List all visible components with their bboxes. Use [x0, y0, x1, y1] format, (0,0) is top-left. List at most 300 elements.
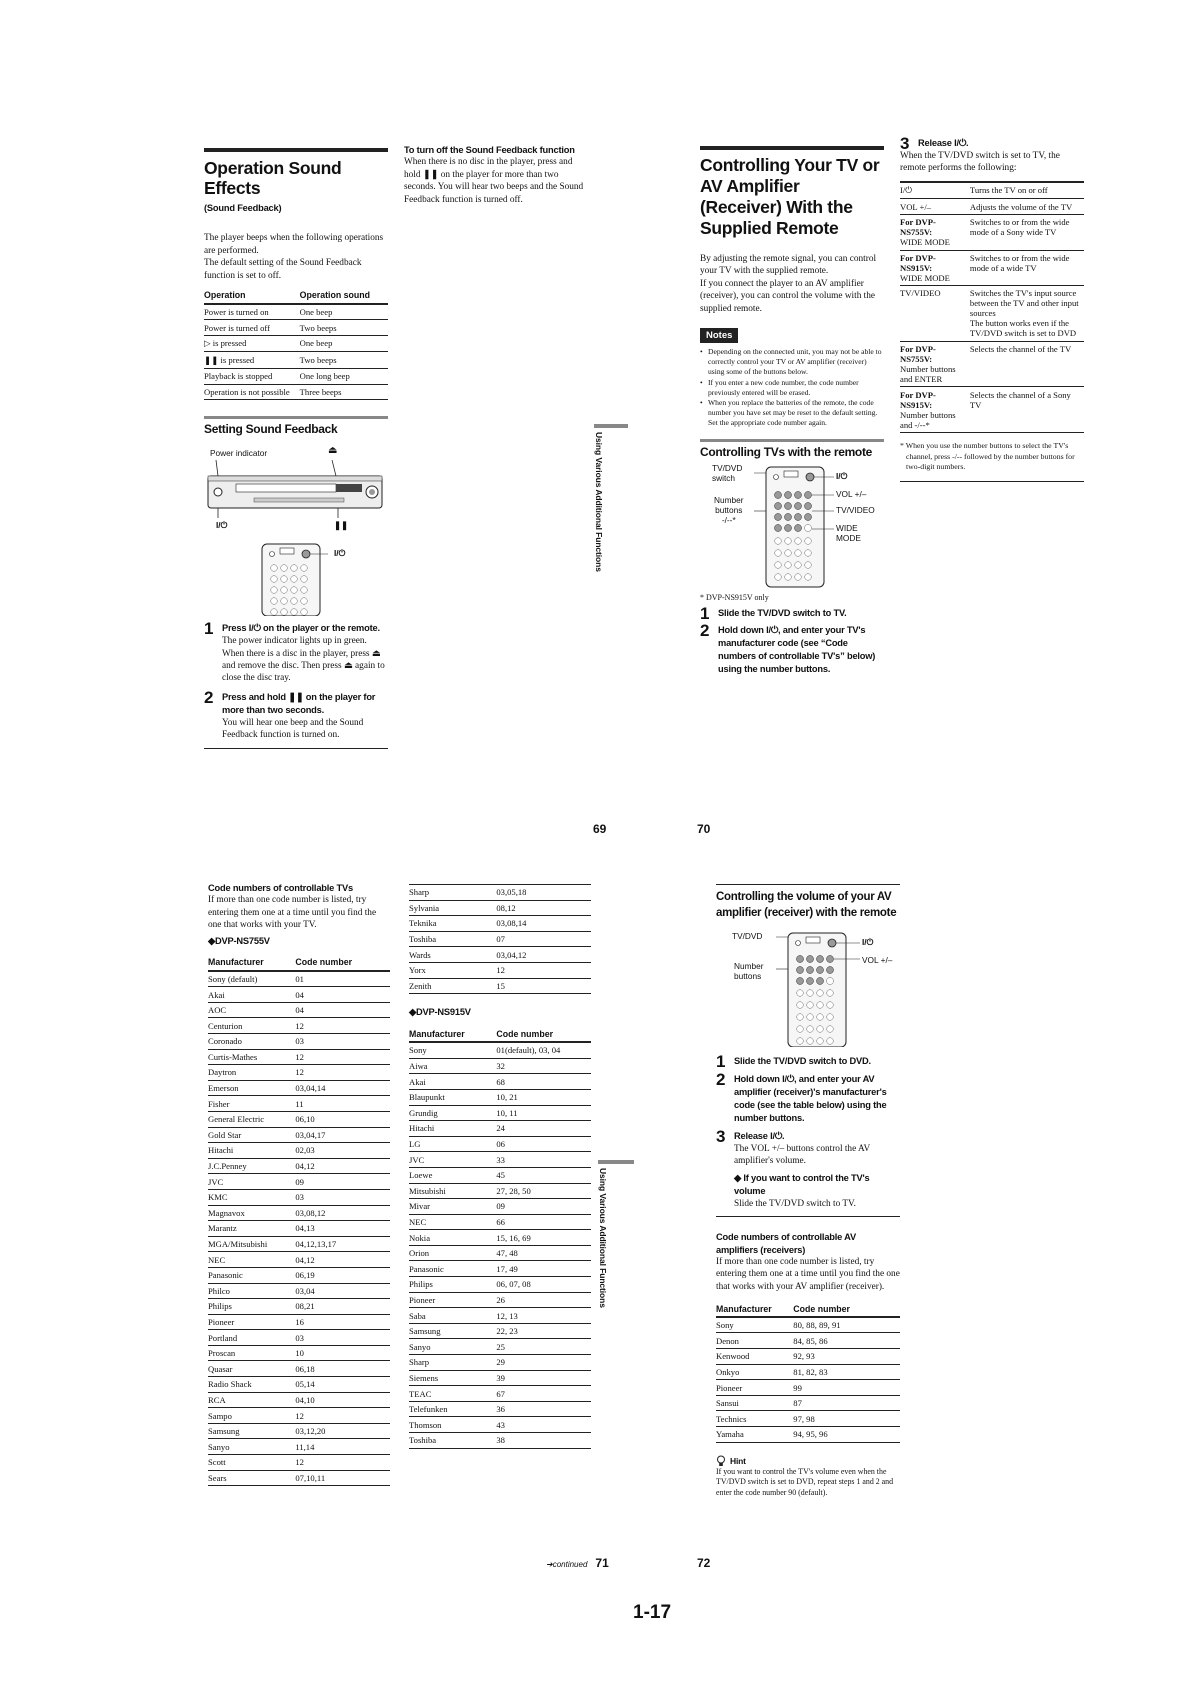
- cell-label: Playback is stopped: [204, 369, 300, 385]
- turnoff-heading: To turn off the Sound Feedback function: [404, 145, 575, 155]
- cell-label: Toshiba: [409, 931, 496, 947]
- cell-label: J.C.Penney: [208, 1158, 295, 1174]
- button-name: WIDE MODE: [900, 272, 950, 283]
- col-header: Manufacturer: [409, 1027, 496, 1043]
- table-row: [409, 1199, 591, 1215]
- table-row: [409, 885, 591, 901]
- page-title: Operation Sound Effects: [204, 158, 342, 198]
- button-name: VOL +/–: [900, 201, 932, 212]
- cell-value: Selects the channel of the TV: [970, 341, 1084, 387]
- cell-value: 24: [496, 1121, 591, 1137]
- number-buttons-label: Number buttons -/--*: [714, 494, 744, 525]
- table-row: [409, 1401, 591, 1417]
- cell-value: 87: [793, 1395, 900, 1411]
- cell-label: Operation is not possible: [204, 384, 300, 400]
- cell-label: MGA/Mitsubishi: [208, 1236, 295, 1252]
- cell-value: Two beeps: [300, 352, 388, 369]
- cell-value: 05,14: [295, 1377, 390, 1393]
- cell-value: 10, 21: [496, 1089, 591, 1105]
- table-row: [409, 1136, 591, 1152]
- cell-value: 06: [496, 1136, 591, 1152]
- cell-label: [900, 215, 970, 251]
- pause-icon: ❚❚: [334, 520, 348, 531]
- model-label: For DVP-NS915V:: [900, 389, 936, 410]
- table-row: [208, 1408, 390, 1424]
- hint-title: [716, 1455, 900, 1467]
- step-body: You will hear one beep and the Sound Feedback function is turned on.: [222, 717, 364, 741]
- cell-value: 97, 98: [793, 1411, 900, 1427]
- step-number: 3: [716, 1127, 726, 1146]
- remote-drawing: [754, 465, 834, 589]
- cell-label: General Electric: [208, 1111, 295, 1127]
- cell-value: 47, 48: [496, 1245, 591, 1261]
- section-rule: [204, 416, 388, 419]
- cell-label: Wards: [409, 947, 496, 963]
- table-row: [208, 1252, 390, 1268]
- button-name: Number buttons and ENTER: [900, 364, 956, 385]
- cell-label: Onkyo: [716, 1364, 793, 1380]
- page-number: 69: [593, 822, 607, 836]
- table-row: [409, 1417, 591, 1433]
- table-row: [208, 1096, 390, 1112]
- table-row: [208, 1345, 390, 1361]
- cell-value: 08,21: [295, 1299, 390, 1315]
- cell-label: NEC: [409, 1214, 496, 1230]
- model-label: For DVP-NS755V:: [900, 344, 936, 365]
- step-3: [716, 1127, 900, 1210]
- cell-label: [900, 387, 970, 433]
- cell-value: 10: [295, 1345, 390, 1361]
- table-row: [716, 1333, 900, 1349]
- step-title: Press and hold ❚❚ on the player for more than two seconds.: [222, 691, 376, 715]
- page-69-col2: [404, 144, 588, 206]
- cell-value: 03,08,14: [496, 916, 591, 932]
- cell-value: One beep: [300, 335, 388, 352]
- cell-value: 27, 28, 50: [496, 1183, 591, 1199]
- cell-value: 03,04,12: [496, 947, 591, 963]
- table-row: [208, 1018, 390, 1034]
- bottom-rule: [204, 748, 388, 749]
- table-row: [208, 1236, 390, 1252]
- cell-value: 08,12: [496, 900, 591, 916]
- cell-value: 25: [496, 1339, 591, 1355]
- sound-table: [204, 288, 388, 400]
- cell-label: Power is turned off: [204, 320, 300, 336]
- footnote: * DVP-NS915V only: [700, 592, 769, 602]
- side-tab-bar: [594, 424, 628, 428]
- button-name: I/⏻: [900, 185, 913, 196]
- table-row: [409, 947, 591, 963]
- cell-label: Fisher: [208, 1096, 295, 1112]
- section-heading: Controlling TVs with the remote: [700, 444, 873, 459]
- cell-label: Samsung: [208, 1423, 295, 1439]
- vol-label: VOL +/–: [862, 955, 893, 965]
- cell-value: 66: [496, 1214, 591, 1230]
- cell-label: Philips: [409, 1277, 496, 1293]
- table-row: [208, 1158, 390, 1174]
- step-number: 1: [716, 1052, 726, 1071]
- cell-value: 67: [496, 1386, 591, 1402]
- power-indicator-label: Power indicator: [210, 448, 268, 459]
- cell-label: Sampo: [208, 1408, 295, 1424]
- cell-value: 32: [496, 1058, 591, 1074]
- cell-value: 04,12: [295, 1252, 390, 1268]
- table-row: [208, 1080, 390, 1096]
- side-tab-label: Using Various Additional Functions: [598, 1168, 608, 1308]
- side-tab: [594, 424, 608, 572]
- cell-label: Teknika: [409, 916, 496, 932]
- remote-drawing: [260, 542, 330, 616]
- table-row: [204, 304, 388, 320]
- cell-value: 06,18: [295, 1361, 390, 1377]
- button-name: TV/VIDEO: [900, 288, 941, 299]
- table-row: [208, 1392, 390, 1408]
- cell-value: 38: [496, 1433, 591, 1449]
- cell-label: Gold Star: [208, 1127, 295, 1143]
- table-row: [208, 1439, 390, 1455]
- page-number: 72: [697, 1556, 711, 1570]
- table-row: [409, 1089, 591, 1105]
- continued-mark: [546, 1554, 609, 1572]
- step-number: 2: [700, 621, 710, 641]
- step-number: 3: [900, 134, 910, 153]
- hint-body: If you want to control the TV's volume even when the TV/DVD switch is set to DVD, repeat steps 1 and 2 and enter the code number 90 (default).: [716, 1467, 894, 1497]
- cell-label: RCA: [208, 1392, 295, 1408]
- remote-power-icon: I/⏻: [334, 548, 346, 559]
- player-drawing: [204, 460, 388, 518]
- cell-label: TEAC: [409, 1386, 496, 1402]
- table-row: [208, 1049, 390, 1065]
- divider: [716, 1216, 900, 1217]
- section-heading: Setting Sound Feedback: [204, 422, 338, 437]
- bottom-rule: [900, 481, 1084, 482]
- cell-value: 04,12,13,17: [295, 1236, 390, 1252]
- av-remote-diagram: [716, 929, 900, 1047]
- step-number: 1: [700, 604, 710, 624]
- cell-value: 10, 11: [496, 1105, 591, 1121]
- switch-label: TV/DVD switch: [712, 462, 743, 483]
- table-row: [409, 1167, 591, 1183]
- cell-label: JVC: [208, 1174, 295, 1190]
- cell-value: 07: [496, 931, 591, 947]
- table-row: [208, 1143, 390, 1159]
- side-tab: [598, 1160, 612, 1308]
- cell-label: Sony: [409, 1042, 496, 1058]
- cell-label: Akai: [409, 1074, 496, 1090]
- cell-value: 01: [295, 971, 390, 987]
- table-row: [409, 1339, 591, 1355]
- cell-value: Switches to or from the wide mode of a Sony wide TV: [970, 215, 1084, 251]
- step-2: [204, 687, 388, 742]
- cell-label: [900, 199, 970, 215]
- model-heading: ◆DVP-NS915V: [409, 1007, 471, 1018]
- function-table: [900, 181, 1084, 433]
- cell-value: 84, 85, 86: [793, 1333, 900, 1349]
- table-row: [409, 1152, 591, 1168]
- table-row: [208, 1174, 390, 1190]
- page-71-col1: [208, 882, 390, 1486]
- col-header: Code number: [793, 1301, 900, 1317]
- cell-value: 99: [793, 1380, 900, 1396]
- cell-label: [900, 182, 970, 199]
- table-row: [409, 1214, 591, 1230]
- continued-label: ➔continued: [546, 1560, 588, 1569]
- section-heading: Code numbers of controllable TVs: [208, 883, 353, 893]
- step-body: When the TV/DVD switch is set to TV, the remote performs the following:: [900, 151, 1060, 174]
- cell-label: Kenwood: [716, 1349, 793, 1365]
- cell-value: Turns the TV on or off: [970, 182, 1084, 199]
- table-row: [409, 900, 591, 916]
- cell-value: 68: [496, 1074, 591, 1090]
- step-3: [900, 134, 1084, 153]
- step-2: [700, 621, 884, 676]
- page-title: Controlling Your TV or AV Amplifier (Receiver) With the Supplied Remote: [700, 155, 880, 238]
- cell-value: 12: [295, 1408, 390, 1424]
- table-row: [204, 384, 388, 400]
- table-row: [208, 1330, 390, 1346]
- cell-label: ▷ is pressed: [204, 335, 300, 352]
- cell-label: Sharp: [409, 885, 496, 901]
- cell-label: Mitsubishi: [409, 1183, 496, 1199]
- table-row: [409, 1355, 591, 1371]
- player-diagram: [204, 446, 388, 616]
- cell-label: JVC: [409, 1152, 496, 1168]
- cell-label: Portland: [208, 1330, 295, 1346]
- table-row: [208, 1314, 390, 1330]
- vol-label: VOL +/–: [836, 488, 867, 499]
- cell-value: 43: [496, 1417, 591, 1433]
- cell-label: Mivar: [409, 1199, 496, 1215]
- cell-value: 80, 88, 89, 91: [793, 1317, 900, 1333]
- cell-value: Switches to or from the wide mode of a wide TV: [970, 250, 1084, 286]
- cell-value: 33: [496, 1152, 591, 1168]
- cell-value: 09: [295, 1174, 390, 1190]
- page-70-col1: [700, 146, 884, 676]
- cell-label: Scott: [208, 1455, 295, 1471]
- cell-label: Telefunken: [409, 1401, 496, 1417]
- cell-value: 04,10: [295, 1392, 390, 1408]
- table-row: [900, 250, 1084, 286]
- cell-value: 12, 13: [496, 1308, 591, 1324]
- cell-value: 12: [295, 1049, 390, 1065]
- button-name: WIDE MODE: [900, 237, 950, 248]
- cell-value: 12: [295, 1065, 390, 1081]
- lightbulb-icon: [716, 1455, 726, 1467]
- cell-label: Sharp: [409, 1355, 496, 1371]
- cell-label: Philco: [208, 1283, 295, 1299]
- cell-label: Hitachi: [409, 1121, 496, 1137]
- cell-value: Three beeps: [300, 384, 388, 400]
- table-row: [204, 335, 388, 352]
- cell-label: Thomson: [409, 1417, 496, 1433]
- codes-intro: If more than one code number is listed, try entering them one at a time until you find the one that works with your AV amplifier (receiver).: [716, 1257, 900, 1292]
- cell-value: 36: [496, 1401, 591, 1417]
- eject-icon: ⏏: [328, 445, 338, 457]
- cell-label: Orion: [409, 1245, 496, 1261]
- table-row: [409, 1042, 591, 1058]
- table-row: [900, 199, 1084, 215]
- table-row: [900, 341, 1084, 387]
- side-tab-bar: [598, 1160, 634, 1164]
- power-icon: I/⏻: [862, 937, 874, 947]
- page-number: 70: [697, 822, 711, 836]
- hint-label: Hint: [730, 1455, 746, 1466]
- power-icon: I/⏻: [836, 470, 848, 481]
- cell-label: [900, 250, 970, 286]
- cell-value: Switches the TV's input source between the TV and other input sources The button works even if the TV/DVD switch is set to DVD: [970, 286, 1084, 342]
- step-number: 1: [204, 619, 214, 639]
- tv-codes-table-755: [208, 955, 390, 1486]
- table-row: [409, 1058, 591, 1074]
- step-2: [716, 1070, 900, 1125]
- table-row: [204, 352, 388, 369]
- table-row: [409, 1323, 591, 1339]
- table-row: [409, 1308, 591, 1324]
- cell-label: Curtis-Mathes: [208, 1049, 295, 1065]
- button-name: Number buttons and -/--*: [900, 409, 956, 430]
- table-row: [409, 1230, 591, 1246]
- cell-label: Nokia: [409, 1230, 496, 1246]
- cell-label: Technics: [716, 1411, 793, 1427]
- cell-label: Yamaha: [716, 1427, 793, 1443]
- col-header: Manufacturer: [208, 955, 295, 971]
- cell-label: KMC: [208, 1189, 295, 1205]
- cell-value: 39: [496, 1370, 591, 1386]
- cell-label: Samsung: [409, 1323, 496, 1339]
- table-row: [208, 971, 390, 987]
- sheet-number: 1-17: [633, 1602, 672, 1623]
- step-title: Slide the TV/DVD switch to TV.: [718, 608, 847, 619]
- table-row: [208, 1002, 390, 1018]
- cell-label: Sanyo: [208, 1439, 295, 1455]
- step-number: 2: [716, 1070, 726, 1089]
- note-item: • If you enter a new code number, the code number previously entered will be erased.: [700, 378, 884, 398]
- cell-value: 17, 49: [496, 1261, 591, 1277]
- col-header: Code number: [496, 1027, 591, 1043]
- cell-label: Hitachi: [208, 1143, 295, 1159]
- cell-value: 03: [295, 1034, 390, 1050]
- cell-label: Yorx: [409, 962, 496, 978]
- page-69-col1: [204, 148, 388, 749]
- step-body: The VOL +/– buttons control the AV amplifier's volume.: [734, 1144, 871, 1167]
- cell-label: Marantz: [208, 1221, 295, 1237]
- title-rule: [700, 146, 884, 150]
- step-1: [204, 619, 388, 685]
- cell-value: Adjusts the volume of the TV: [970, 199, 1084, 215]
- cell-label: Toshiba: [409, 1433, 496, 1449]
- page-subtitle: (Sound Feedback): [204, 203, 282, 213]
- intro-text: By adjusting the remote signal, you can control your TV with the supplied remote. If you connect the player to an AV amplifier (receiver), you can control the volume with the supplied remote.: [700, 254, 877, 314]
- table-row: [409, 1386, 591, 1402]
- table-row: [208, 1299, 390, 1315]
- page-70-col2: [900, 134, 1084, 482]
- cell-label: ❚❚ is pressed: [204, 352, 300, 369]
- power-icon: I/⏻: [216, 520, 228, 531]
- function-footnote: * When you use the number buttons to select the TV's channel, press -/-- followed by the number buttons for two-digit numbers.: [900, 440, 1075, 472]
- cell-label: Daytron: [208, 1065, 295, 1081]
- cell-value: 22, 23: [496, 1323, 591, 1339]
- cell-label: Pioneer: [716, 1380, 793, 1396]
- side-tab-label: Using Various Additional Functions: [594, 432, 604, 572]
- table-row: [716, 1395, 900, 1411]
- wide-mode-label: WIDE MODE: [836, 522, 861, 543]
- cell-value: Two beeps: [300, 320, 388, 336]
- cell-value: 02,03: [295, 1143, 390, 1159]
- cell-label: Aiwa: [409, 1058, 496, 1074]
- table-row: [409, 1074, 591, 1090]
- table-row: [409, 1292, 591, 1308]
- cell-value: 03,04: [295, 1283, 390, 1299]
- av-codes-table: [716, 1301, 900, 1442]
- cell-label: Sony (default): [208, 971, 295, 987]
- notes-block: [700, 325, 884, 429]
- cell-label: Coronado: [208, 1034, 295, 1050]
- tv-volume-body: Slide the TV/DVD switch to TV.: [734, 1198, 856, 1209]
- table-row: [409, 1183, 591, 1199]
- page-72-col1: [716, 884, 900, 1498]
- cell-label: Panasonic: [409, 1261, 496, 1277]
- cell-value: 03: [295, 1189, 390, 1205]
- table-row: [208, 1283, 390, 1299]
- cell-value: 92, 93: [793, 1349, 900, 1365]
- table-row: [204, 320, 388, 336]
- cell-label: Radio Shack: [208, 1377, 295, 1393]
- table-row: [409, 1277, 591, 1293]
- model-heading: ◆DVP-NS755V: [208, 935, 270, 946]
- cell-label: Grundig: [409, 1105, 496, 1121]
- step-title: Hold down I/⏻, and enter your AV amplifier (receiver)'s manufacturer's code (see the table below) using the number buttons.: [734, 1074, 887, 1123]
- col-header: Code number: [295, 955, 390, 971]
- turnoff-body: When there is no disc in the player, press and hold ❚❚ on the player for more than two seconds. You will hear two beeps and the Sound Feedback function is turned off.: [404, 157, 584, 205]
- cell-value: Selects the channel of a Sony TV: [970, 387, 1084, 433]
- cell-label: Denon: [716, 1333, 793, 1349]
- table-row: [409, 931, 591, 947]
- cell-value: One long beep: [300, 369, 388, 385]
- page-71-col2: [409, 884, 591, 1449]
- cell-value: 04,12: [295, 1158, 390, 1174]
- cell-label: Siemens: [409, 1370, 496, 1386]
- cell-label: Loewe: [409, 1167, 496, 1183]
- table-row: [208, 1455, 390, 1471]
- intro-text: If more than one code number is listed, try entering them one at a time until you find the one that works with your TV.: [208, 895, 377, 931]
- table-row: [409, 1370, 591, 1386]
- tvvideo-label: TV/VIDEO: [836, 504, 875, 515]
- cell-label: [900, 286, 970, 342]
- cell-value: 04,13: [295, 1221, 390, 1237]
- cell-value: 29: [496, 1355, 591, 1371]
- table-row: [208, 1361, 390, 1377]
- cell-label: Saba: [409, 1308, 496, 1324]
- cell-value: 03,04,17: [295, 1127, 390, 1143]
- cell-label: Blaupunkt: [409, 1089, 496, 1105]
- hint-block: [716, 1455, 900, 1499]
- cell-value: 45: [496, 1167, 591, 1183]
- table-row: [716, 1427, 900, 1443]
- table-row: [208, 1221, 390, 1237]
- table-row: [900, 286, 1084, 342]
- table-row: [409, 962, 591, 978]
- cell-label: Sansui: [716, 1395, 793, 1411]
- cell-value: 15: [496, 978, 591, 994]
- cell-label: Philips: [208, 1299, 295, 1315]
- table-row: [716, 1411, 900, 1427]
- step-title: Press I/⏻ on the player or the remote.: [222, 623, 380, 634]
- col-header: Operation: [204, 288, 300, 304]
- cell-label: Centurion: [208, 1018, 295, 1034]
- table-row: [409, 1105, 591, 1121]
- cell-label: Sears: [208, 1470, 295, 1486]
- step-title: Slide the TV/DVD switch to DVD.: [734, 1056, 871, 1066]
